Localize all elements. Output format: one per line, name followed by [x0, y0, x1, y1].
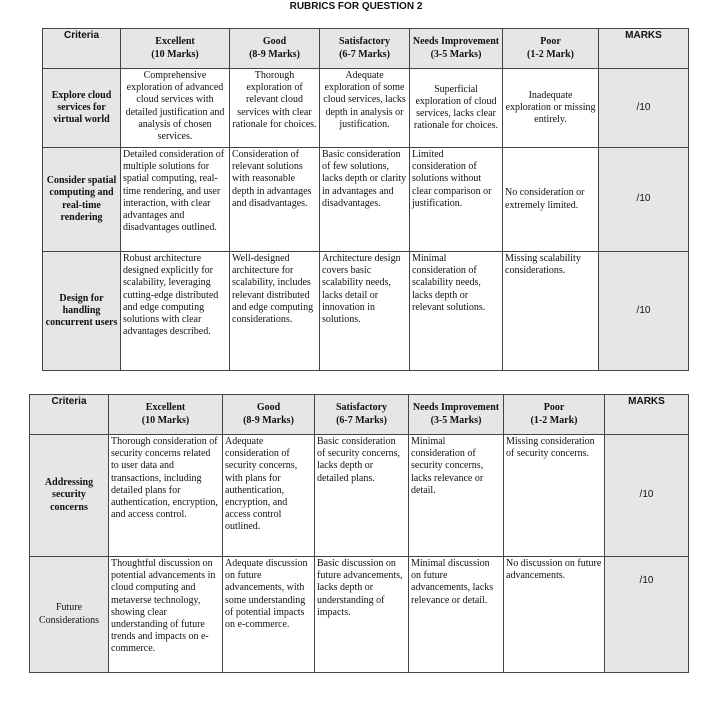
- rubric-cell: Consideration of relevant solutions with reasonable depth in advantages and disadvantages.: [230, 148, 320, 252]
- table-header-row: [30, 395, 689, 435]
- criterion-cell: Addressing security concerns: [30, 435, 109, 557]
- table-row: [43, 148, 689, 252]
- table-row: [30, 435, 689, 557]
- marks-cell: /10: [599, 148, 689, 252]
- rubric-cell: Missing scalability considerations.: [503, 252, 599, 371]
- rubric-cell: Adequate exploration of some cloud services, lacks depth in analysis or justification.: [320, 69, 410, 148]
- marks-header: MARKS: [605, 395, 689, 435]
- table-row: [43, 252, 689, 371]
- rubric-cell: Thoughtful discussion on potential advancements in cloud computing and metaverse technology, showing clear understanding of future trends and impacts on e-commerce.: [109, 557, 223, 673]
- rubric-cell: Adequate consideration of security concerns, with plans for authentication, encryption, and access control outlined.: [223, 435, 315, 557]
- rubric-cell: Minimal consideration of scalability needs, lacks depth or relevant solutions.: [410, 252, 503, 371]
- criterion-cell: Design for handling concurrent users: [43, 252, 121, 371]
- rubric-cell: Missing consideration of security concerns.: [504, 435, 605, 557]
- table-row: [30, 557, 689, 673]
- marks-cell: /10: [605, 435, 689, 557]
- rubric-cell: Basic discussion on future advancements, lacks depth or understanding of impacts.: [315, 557, 409, 673]
- marks-cell: /10: [599, 69, 689, 148]
- criterion-cell: Explore cloud services for virtual world: [43, 69, 121, 148]
- rubric-cell: Thorough exploration of relevant cloud services with clear rationale for choices.: [230, 69, 320, 148]
- level-header-needs-improvement: Needs Improvement (3-5 Marks): [409, 395, 504, 435]
- rubric-cell: Architecture design covers basic scalability needs, lacks detail or innovation in solutions.: [320, 252, 410, 371]
- level-header-excellent: Excellent (10 Marks): [109, 395, 223, 435]
- rubric-cell: Detailed consideration of multiple solutions for spatial computing, real-time rendering, and user interaction, with clear advantages and disadvantages outlined.: [121, 148, 230, 252]
- rubric-cell: No consideration or extremely limited.: [503, 148, 599, 252]
- criteria-header: Criteria: [43, 29, 121, 69]
- rubric-cell: Minimal consideration of security concerns, lacks relevance or detail.: [409, 435, 504, 557]
- criterion-cell: Future Considerations: [30, 557, 109, 673]
- table-row: [43, 69, 689, 148]
- rubric-cell: Superficial exploration of cloud services, lacks clear rationale for choices.: [410, 69, 503, 148]
- level-header-poor: Poor (1-2 Mark): [503, 29, 599, 69]
- rubric-cell: Robust architecture designed explicitly for scalability, leveraging cutting-edge distributed and edge computing solutions with clear advantages described.: [121, 252, 230, 371]
- page-title: RUBRICS FOR QUESTION 2: [289, 1, 423, 12]
- rubric-cell: Well-designed architecture for scalability, includes relevant distributed and edge computing considerations.: [230, 252, 320, 371]
- level-header-poor: Poor (1-2 Mark): [504, 395, 605, 435]
- rubric-cell: Minimal discussion on future advancements, lacks relevance or detail.: [409, 557, 504, 673]
- level-header-satisfactory: Satisfactory (6-7 Marks): [320, 29, 410, 69]
- rubric-cell: Adequate discussion on future advancements, with some understanding of potential impacts on e-commerce.: [223, 557, 315, 673]
- criteria-header: Criteria: [30, 395, 109, 435]
- level-header-good: Good (8-9 Marks): [223, 395, 315, 435]
- rubric-cell: Comprehensive exploration of advanced cloud services with detailed justification and analysis of chosen services.: [121, 69, 230, 148]
- rubric-cell: Thorough consideration of security concerns related to user data and transactions, including detailed plans for authentication, encryption, and access control.: [109, 435, 223, 557]
- marks-cell: /10: [599, 252, 689, 371]
- rubric-cell: Inadequate exploration or missing entirely.: [503, 69, 599, 148]
- rubric-cell: Basic consideration of few solutions, lacks depth or clarity in advantages and disadvantages.: [320, 148, 410, 252]
- level-header-satisfactory: Satisfactory (6-7 Marks): [315, 395, 409, 435]
- marks-cell: /10: [605, 557, 689, 673]
- table-header-row: [43, 29, 689, 69]
- level-header-excellent: Excellent (10 Marks): [121, 29, 230, 69]
- marks-header: MARKS: [599, 29, 689, 69]
- level-header-good: Good (8-9 Marks): [230, 29, 320, 69]
- rubric-table-1: [42, 28, 689, 371]
- rubric-table-2: [29, 394, 689, 673]
- rubric-cell: Limited consideration of solutions without clear comparison or justification.: [410, 148, 503, 252]
- level-header-needs-improvement: Needs Improvement (3-5 Marks): [410, 29, 503, 69]
- criterion-cell: Consider spatial computing and real-time rendering: [43, 148, 121, 252]
- rubric-cell: Basic consideration of security concerns, lacks depth or detailed plans.: [315, 435, 409, 557]
- rubric-cell: No discussion on future advancements.: [504, 557, 605, 673]
